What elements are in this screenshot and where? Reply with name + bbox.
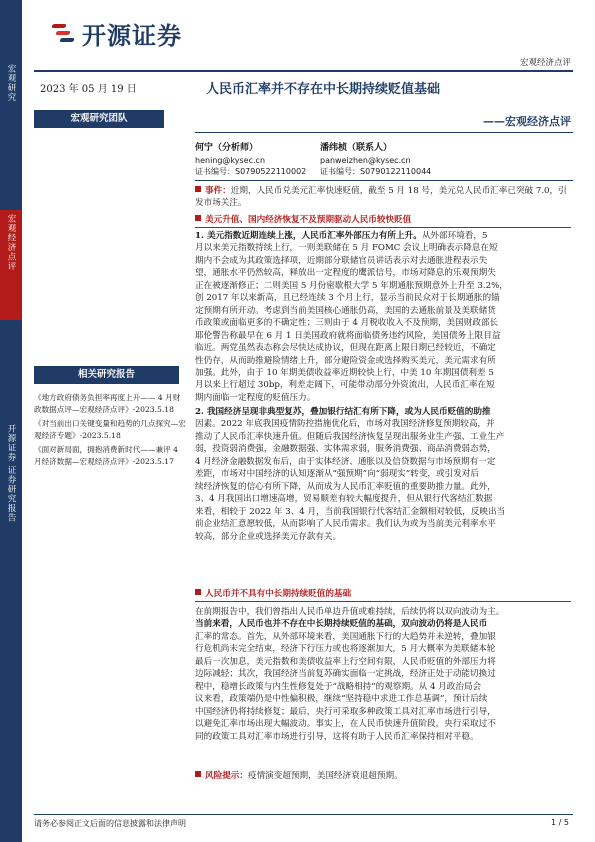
risk-paragraph [195,770,571,782]
section2-paragraph [195,606,571,743]
paragraph-line: 行危机尚未完全结束，经济下行压力或也将逐渐加大，5 月大概率为美联储本轮 [195,644,496,655]
author-card [195,143,306,178]
paragraph-line: 同的政策工具对汇率市场进行引导，这将有助于人民币汇率保持相对平稳。 [195,731,479,742]
paragraph-line: 性仍存，从而助推避险情绪上升，部分避险资金或选择购买美元，美元需求有所 [195,355,496,366]
paragraph-line: 续经济恢复的信心有所下降，从而成为人民币汇率贬值的重要助推力量。此外， [195,481,496,492]
author-card [320,143,431,178]
paragraph-line: 议来看，政策端仍是中性偏积极，继续“坚持稳中求进工作总基调”，预计后续 [195,694,488,705]
section-heading-2: 人民币并不具有中长期持续贬值的基础 [195,587,571,599]
paragraph-line: 前企业结汇意愿较低，从而影响了人民币需求。我们认为或为当前美元利率水平 [195,519,496,530]
event-paragraph [195,185,571,210]
author-email[interactable]: panweizhen@kysec.cn [320,155,411,165]
paragraph-line: 创 2017 年以来新高，且已经连续 3 个月上行，显示当前民众对于长期通胀的锚 [195,293,500,304]
page-number: 1 / 5 [551,818,569,827]
paragraph-line: 弱，投资弱消费强，金融数据强、实体需求弱，服务消费强、商品消费弱态势， [195,444,496,455]
company-logo [50,16,182,51]
bullet-square-icon [195,771,201,777]
paragraph-line: 最后一次加息，美元指数和美债收益率上行空间有限，人民币贬值的外部压力将 [195,656,496,667]
paragraph-line: 3、4 月我国出口增速高增，贸易顺差有较大幅度提升，但从银行代客结汇数据 [195,494,493,505]
risk-text: 疫情演变超预期，美国经济衰退超预期。 [247,771,403,781]
bullet-square-icon [195,215,201,221]
footer-divider [34,814,573,815]
report-type-header: 宏观经济点评 [519,58,571,68]
paragraph-line: 推动了人民币汇率快速升值。但随后我国经济恢复呈现出服务业生产强、工业生产 [195,431,505,442]
section1-paragraph1 [195,230,571,404]
paragraph-line: 1. 美元指数近期连续上涨，人民币汇率外部压力有所上升。从外部环境看，5 [195,231,488,241]
bullet-square-icon [195,186,201,192]
paragraph-line: 程中，稳增长政策与内生性修复处于“战略相持”的观察期。从 4 月政治局会 [195,681,482,692]
section-heading-1: 美元升值、国内经济恢复不及预期驱动人民币较快贬值 [195,213,571,225]
section-divider [195,227,571,228]
report-title: 人民币汇率并不存在中长期持续贬值基础 [206,82,441,97]
author-divider [195,180,573,181]
event-label: 事件： [205,186,231,196]
section1-paragraph2 [195,406,571,543]
related-reports-heading: 相关研究报告 [34,366,179,384]
report-date: 2023 年 05 月 19 日 [40,84,137,95]
side-label-report-type: 宏观经济点评 [0,210,22,320]
side-label-broker: 开源证券 证券研究报告 [6,424,16,523]
paragraph-line: 望，通胀水平仍然较高，释放出一定程度的鹰派信号，市场对降息的乐观预期失 [195,268,496,279]
logo-text: 开源证券 [82,22,182,50]
report-subtitle: ——宏观经济点评 [483,115,571,128]
author-name: 何宁（分析师） [195,143,259,153]
subtitle-divider [195,132,573,133]
paragraph-line: 耶伦警告称最早在 6 月 1 日美国政府就将面临债务违约风险，美国债务上限目益 [195,330,501,341]
paragraph-line: 汇率的常态。首先，从外部环境来看，美国通胀下行的大趋势并未逆转，叠加银 [195,631,496,642]
paragraph-line: 月以来上行超过 30bp，利差走阔下，可能带动部分外资流出，人民币汇率在短 [195,380,495,391]
header-divider [34,70,573,72]
side-label-macro: 宏观研究 [6,64,16,102]
author-cert: 证书编号：S0790122110044 [320,167,432,176]
author-cert: 证书编号：S0790522110002 [195,167,307,176]
related-report-link[interactable]: 《对当前出口关键变量和趋势的几点探究—宏观经济专题》-2023.5.18 [34,419,186,440]
logo-mark-icon [50,20,76,48]
section-divider [195,601,571,602]
paragraph-line: 边际减轻；其次，我国经济当前复苏确实面临一定挑战，经济正处于动能切换过 [195,669,496,680]
event-text: 近期，人民币兑美元汇率快速贬值，截至 5 月 18 号，美元兑人民币汇率已突破 7.0，引发市场关注。 [195,186,567,209]
paragraph-line: 差距，市场对中国经济的认知逐渐从“强预期”向“弱现实”转变，或引发对后 [195,469,479,480]
paragraph-line: 因素。2022 年底我国疫情防控措施优化后，市场对我国经济修复预期较高，并 [195,419,495,430]
risk-label: 风险提示： [205,771,248,781]
paragraph-line: 期内不会成为其政策选择项，近期部分联储官员讲话表示对去通胀进程表示失 [195,255,488,266]
author-email[interactable]: hening@kysec.cn [195,155,266,165]
paragraph-line: 正在被逐渐修正；二则美国 5 月份密歇根大学 5 年期通胀预期意外上升至 3.2%， [195,280,508,291]
paragraph-line: 4 月经济金融数据发布后，由于实体经济、通胀以及信贷数据与市场预期有一定 [195,456,496,467]
disclaimer-note: 请务必参阅正文后面的信息披露和法律声明 [34,819,186,828]
paragraph-line: 2. 我国经济呈现非典型复苏，叠加银行结汇有所下降，或为人民币贬值的助推 [195,407,491,417]
bullet-square-icon [195,589,201,595]
paragraph-line: 月以来美元指数持续上行，一则美联储在 5 月 FOMC 会议上明确表示降息在短 [195,243,498,254]
paragraph-line: 中国经济仍将持续修复；最后，央行可采取多种政策工具对汇率市场进行引导， [195,706,496,717]
team-label: 宏观研究团队 [34,110,164,128]
paragraph-line: 临近。两党虽然表态称会尽快达成协议，但现在距离上限日期已经较近，不确定 [195,343,496,354]
paragraph-line: 在前期报告中，我们曾指出人民币单边升值或难持续，后续仍将以双向波动为主。 [195,607,505,617]
paragraph-line: 以避免汇率市场出现大幅波动。事实上，在人民币快速升值阶段，央行采取过不 [195,719,496,730]
paragraph-line: 来看，相较于 2022 年 3、4 月，当前我国银行代客结汇金额相对较低，反映出当 [195,506,506,517]
paragraph-line: 较高，部分企业或选择美元存款有关。 [195,531,342,542]
paragraph-line: 定预期有所开动。考虑到当前美国核心通胀仍高，美国的去通胀前景及美联储货 [195,305,496,316]
related-reports-list [34,392,186,470]
paragraph-line: 币政策或面临更多的不确定性；三则由于 4 月税收收入不及预期，美国财政部长 [195,318,499,329]
related-report-link[interactable]: 《地方政府债务负担率再度上升—— 4 月财政数据点评—宏观经济点评》-2023.5.18 [34,393,181,414]
author-name: 潘纬桢（联系人） [320,143,393,153]
related-report-link[interactable]: 《面对新局面，拥抱消费新时代——兼评 4 月经济数据—宏观经济点评》-2023.5.17 [34,445,178,466]
paragraph-line: 期内面临一定程度的贬值压力。 [195,392,316,403]
paragraph-line: 当前来看，人民币也并不存在中长期持续贬值的基础，双向波动仍将是人民币 [195,619,488,630]
paragraph-line: 加强。此外，由于 10 年期美债收益率近期较快上行，中美 10 年期国债利差 5 [195,367,494,378]
